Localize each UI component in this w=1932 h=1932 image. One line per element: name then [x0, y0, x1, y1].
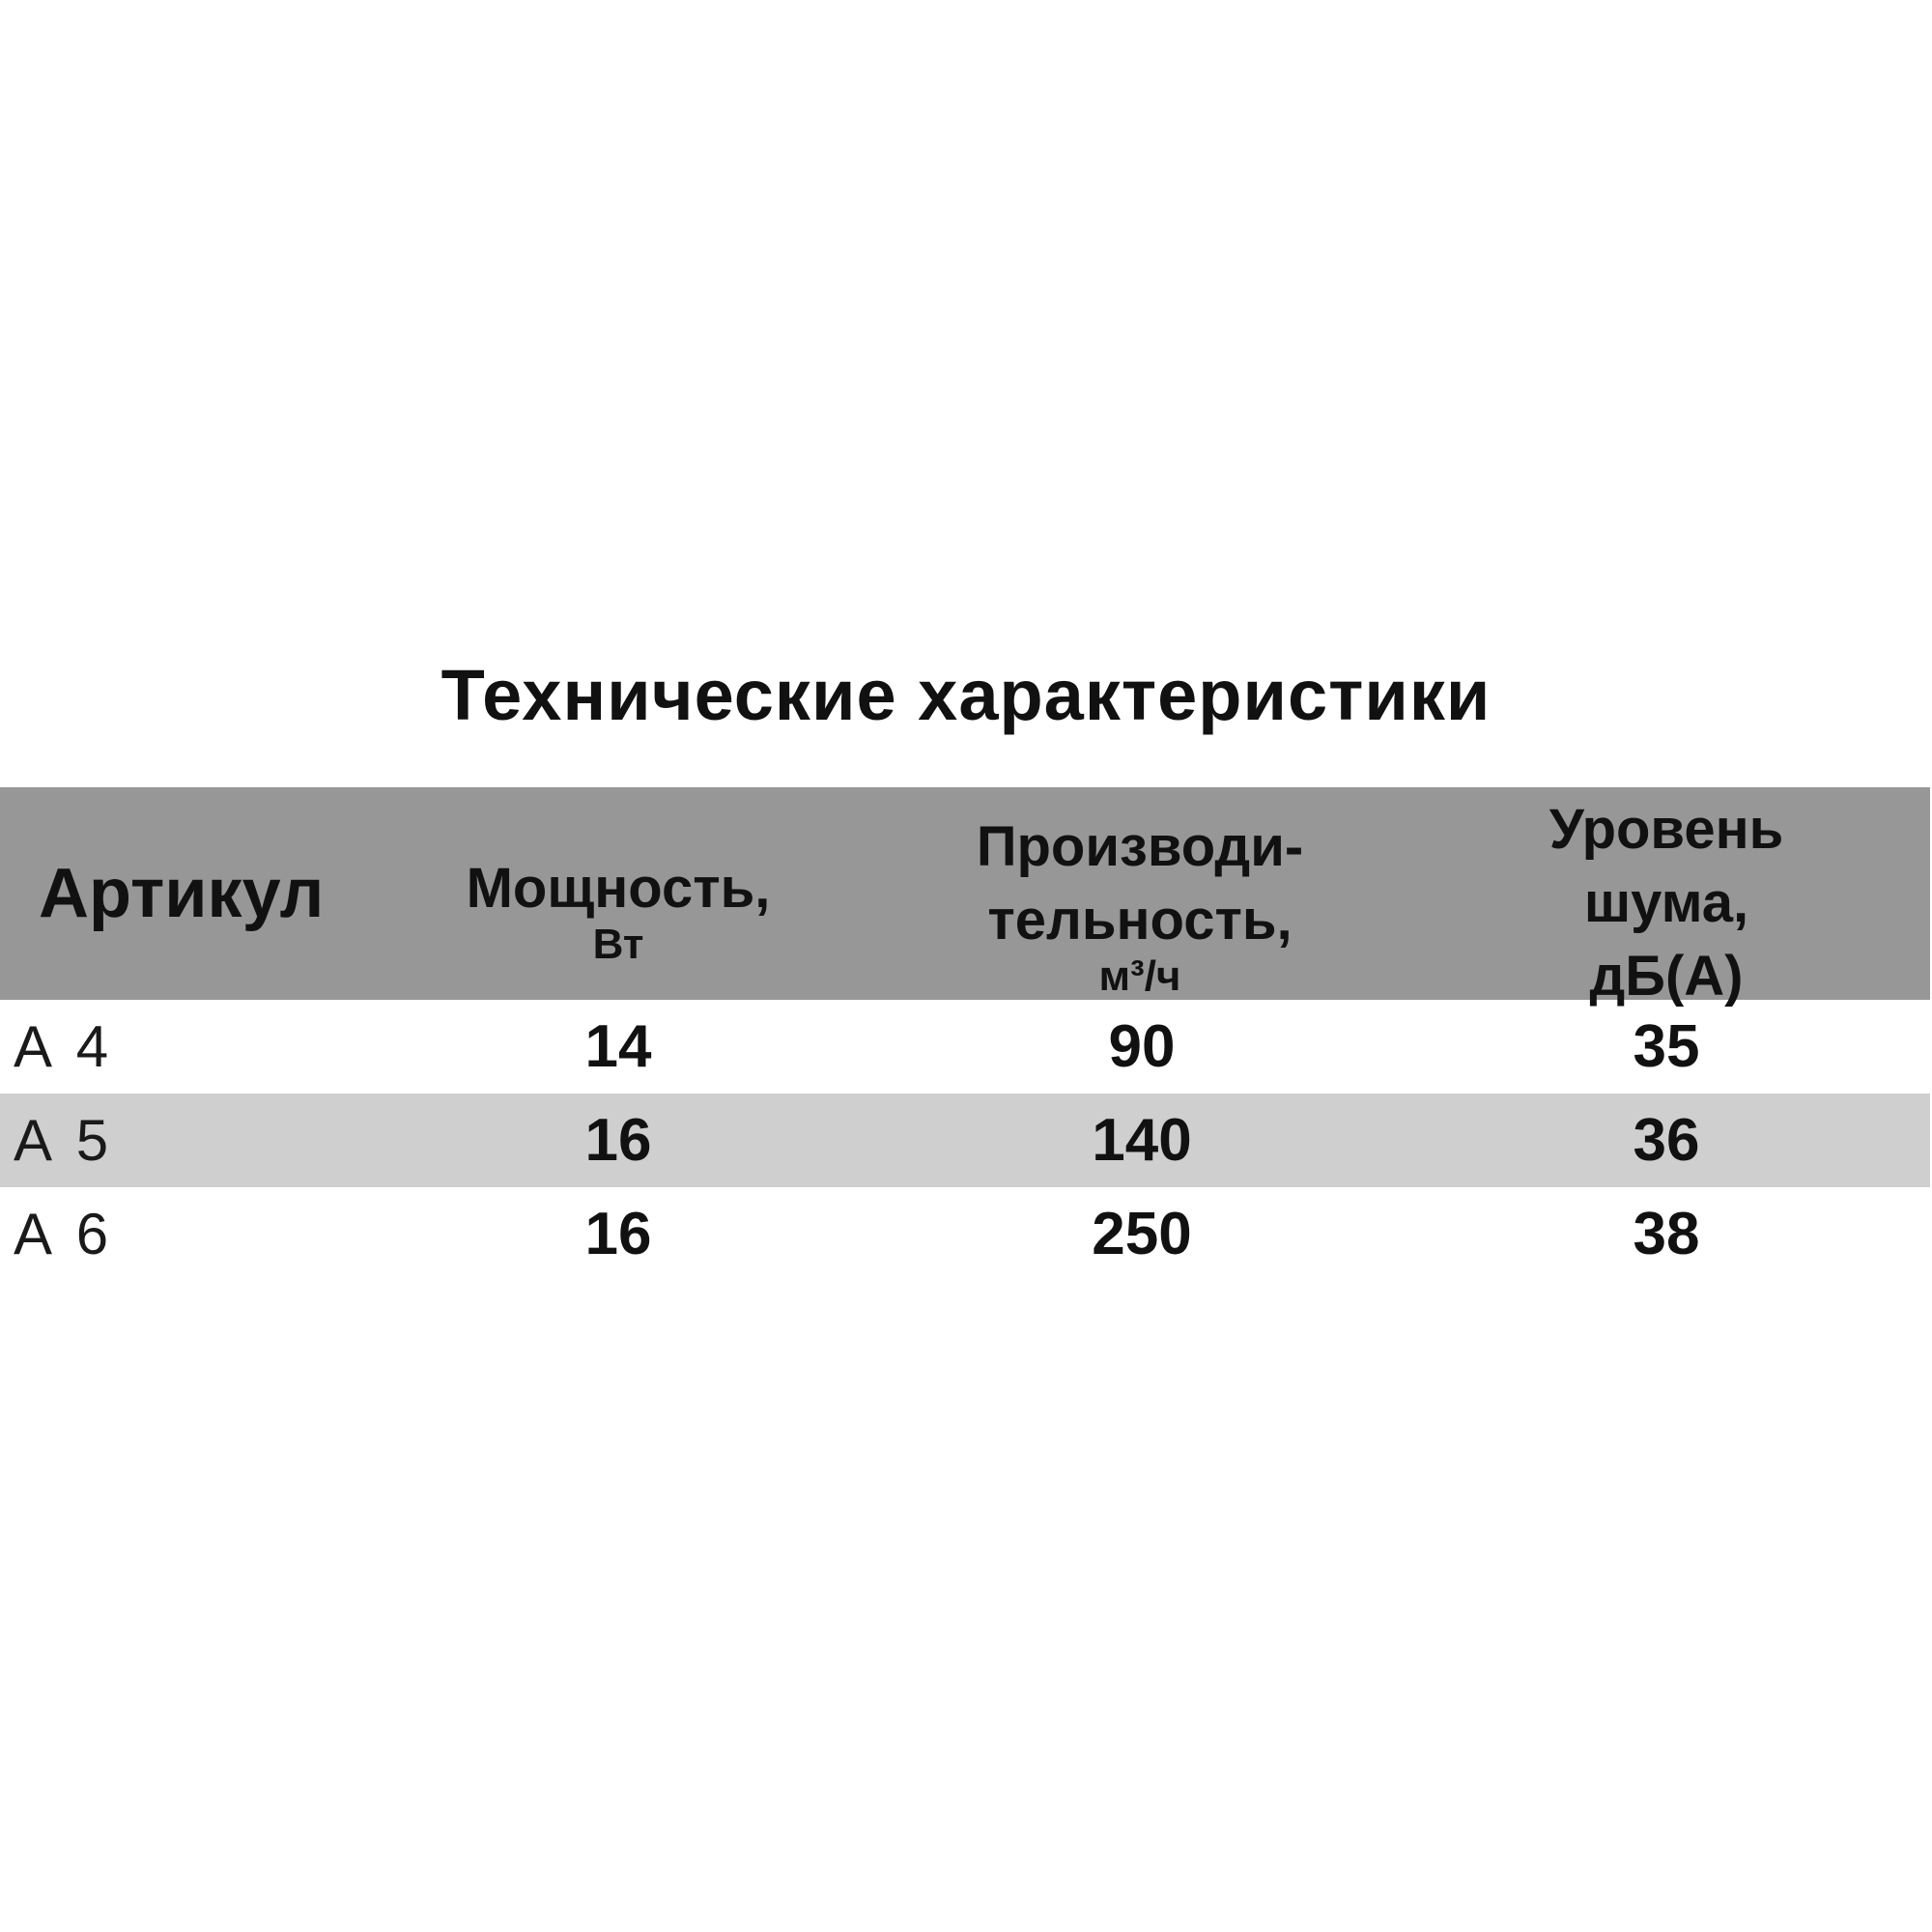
header-noise-label: Уровень шума, дБ(А) — [1548, 798, 1784, 1008]
header-article-label: Артикул — [39, 855, 325, 932]
cell-power: 16 — [584, 1201, 652, 1267]
cell-power: 16 — [584, 1107, 652, 1174]
header-power-label: Мощность, — [466, 857, 771, 920]
cell-noise: 36 — [1633, 1107, 1700, 1174]
header-power-unit: Вт — [592, 921, 644, 968]
header-noise — [1473, 787, 1860, 1008]
header-power — [425, 787, 811, 1000]
page-title: Технические характеристики — [440, 655, 1492, 735]
header-flow-label: Производи- тельность, — [976, 815, 1304, 952]
cell-article: А 5 — [14, 1108, 113, 1173]
cell-article: А 6 — [14, 1202, 113, 1266]
header-flow — [947, 787, 1333, 1000]
cell-article: А 4 — [14, 1014, 113, 1079]
cell-flow: 140 — [1092, 1107, 1192, 1174]
cell-noise: 38 — [1633, 1201, 1700, 1267]
header-article — [0, 787, 386, 1000]
cell-noise: 35 — [1633, 1013, 1700, 1080]
table-row — [0, 1094, 1930, 1187]
spec-table — [0, 787, 1930, 1281]
table-header-row — [0, 787, 1930, 1008]
header-flow-unit: м³/ч — [1098, 952, 1181, 1000]
cell-power: 14 — [584, 1013, 652, 1080]
cell-flow: 250 — [1092, 1201, 1192, 1267]
cell-flow: 90 — [1108, 1013, 1176, 1080]
table-row — [0, 1000, 1930, 1094]
table-row — [0, 1187, 1930, 1281]
